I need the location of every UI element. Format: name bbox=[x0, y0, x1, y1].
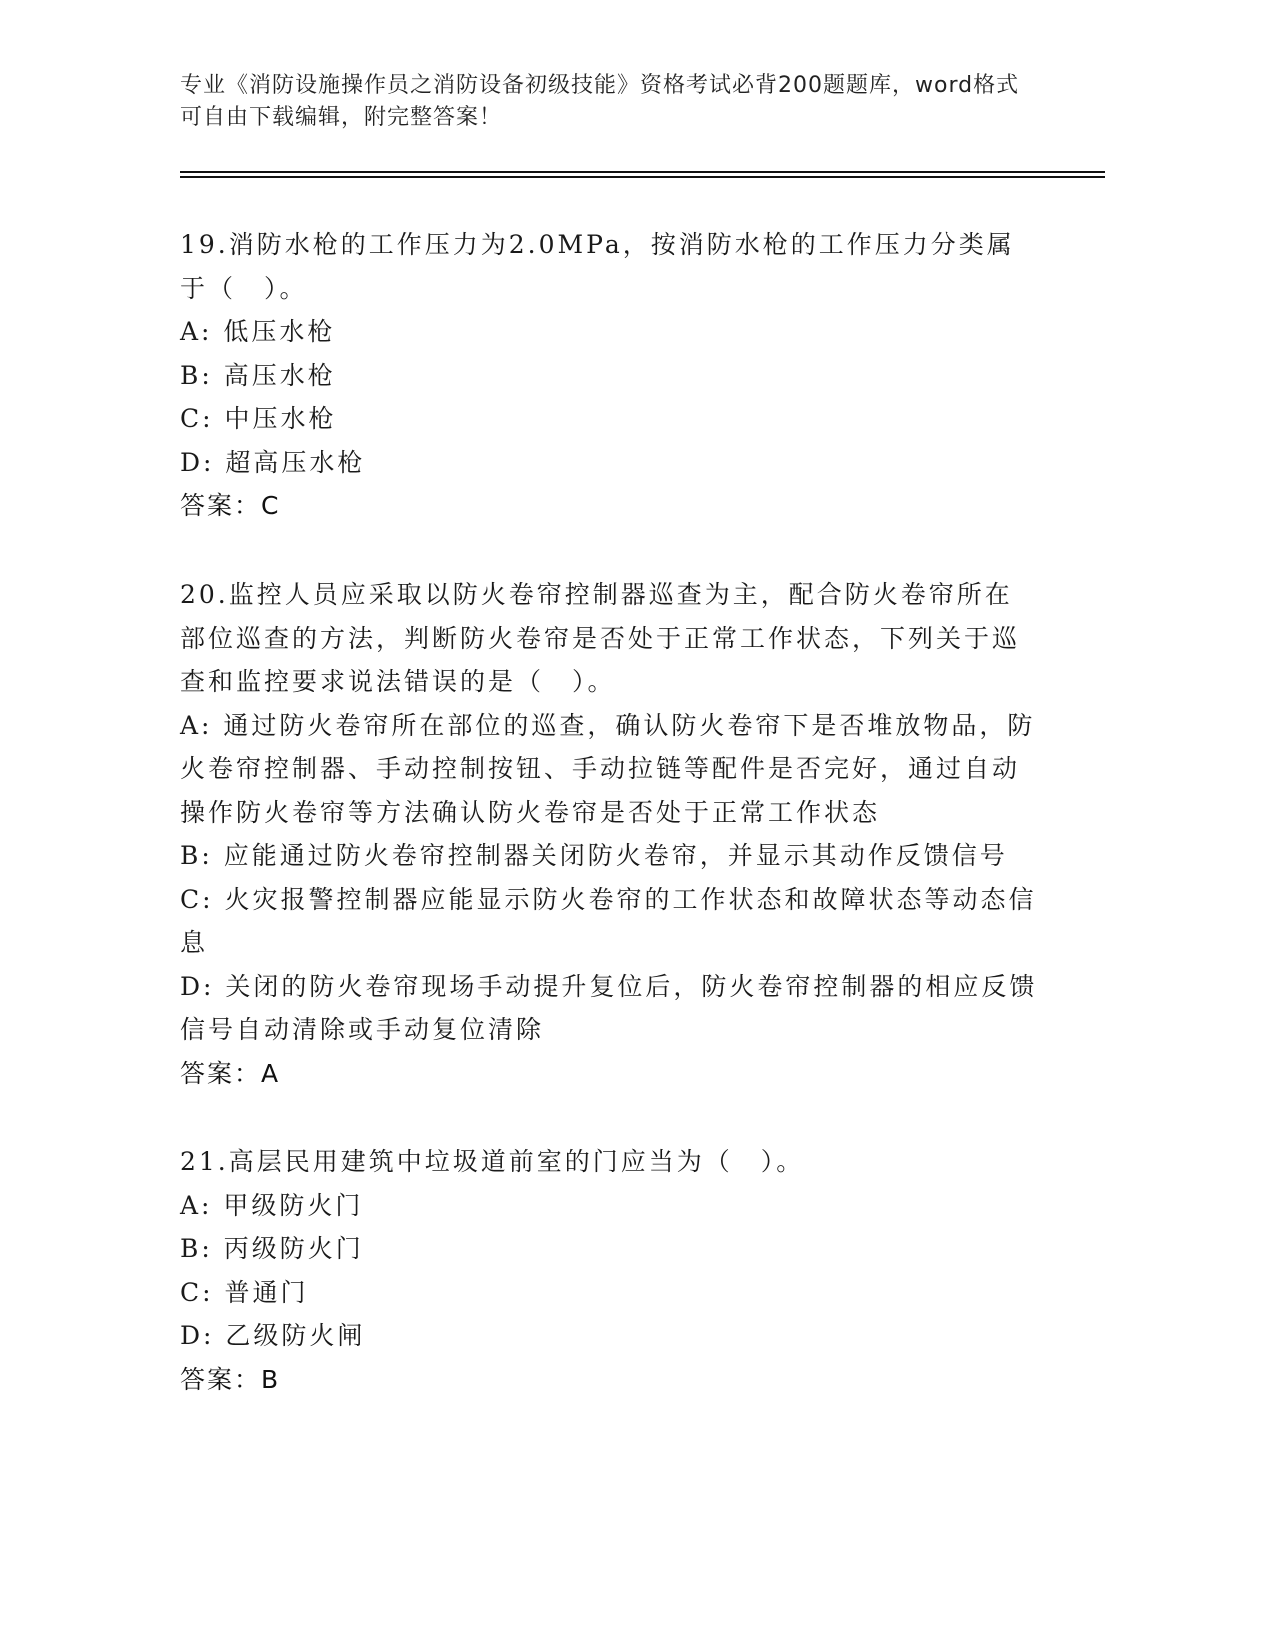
question-20 bbox=[180, 573, 1040, 1095]
answer-label: 答案：B bbox=[180, 1364, 281, 1394]
question-19 bbox=[180, 223, 1040, 528]
option-c: C: 中压水枪 bbox=[180, 404, 337, 433]
option-a: A: 通过防火卷帘所在部位的巡查，确认防火卷帘下是否堆放物品，防火卷帘控制器、手动控制按钮、手动拉链等配件是否完好，通过自动操作防火卷帘等方法确认防火卷帘是否处于正常工作状态 bbox=[180, 710, 1036, 827]
option-b: B: 高压水枪 bbox=[180, 360, 336, 390]
option-c: C: 火灾报警控制器应能显示防火卷帘的工作状态和故障状态等动态信息 bbox=[180, 884, 1037, 957]
option-d: D: 乙级防火闸 bbox=[180, 1321, 366, 1350]
option-b: B: 丙级防火门 bbox=[180, 1234, 364, 1263]
header-divider-top bbox=[180, 171, 1105, 173]
answer-label: 答案：C bbox=[180, 491, 281, 520]
option-c: C: 普通门 bbox=[180, 1277, 309, 1307]
question-stem: 21.高层民用建筑中垃圾道前室的门应当为（ ）。 bbox=[180, 1147, 805, 1176]
header-divider-bottom bbox=[180, 176, 1105, 178]
answer-label: 答案：A bbox=[180, 1058, 281, 1088]
question-stem: 19.消防水枪的工作压力为2.0MPa，按消防水枪的工作压力分类属于（ ）。 bbox=[180, 230, 1015, 303]
option-a: A: 甲级防火门 bbox=[180, 1190, 364, 1220]
question-stem: 20.监控人员应采取以防火卷帘控制器巡查为主，配合防火卷帘所在部位巡查的方法，判断防火卷帘是否处于正常工作状态，下列关于巡查和监控要求说法错误的是（ ）。 bbox=[180, 580, 1021, 696]
option-d: D: 关闭的防火卷帘现场手动提升复位后，防火卷帘控制器的相应反馈信号自动清除或手动复位清除 bbox=[180, 971, 1038, 1044]
option-b: B: 应能通过防火卷帘控制器关闭防火卷帘，并显示其动作反馈信号 bbox=[180, 841, 1008, 870]
question-21 bbox=[180, 1140, 1040, 1401]
option-d: D: 超高压水枪 bbox=[180, 447, 366, 477]
option-a: A: 低压水枪 bbox=[180, 317, 336, 346]
document-header: 专业《消防设施操作员之消防设备初级技能》资格考试必背200题题库，word格式可自由下载编辑，附完整答案！ bbox=[180, 73, 1020, 130]
